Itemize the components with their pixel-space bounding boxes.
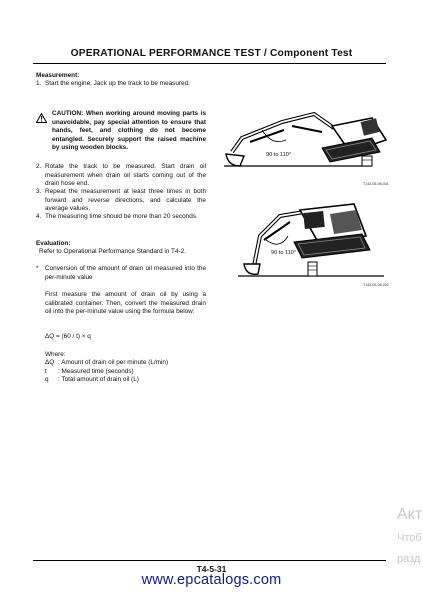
angle-label: 90 to 110° bbox=[271, 250, 297, 256]
formula: ΔQ = (60 / t) × q bbox=[45, 333, 91, 340]
step-1 bbox=[36, 80, 206, 98]
step-2-number: 2. bbox=[36, 163, 42, 170]
angle-label: 90 to 110° bbox=[266, 152, 292, 158]
def-symbol: q bbox=[45, 376, 49, 383]
evaluation-heading: Evaluation: bbox=[36, 240, 71, 247]
def-row bbox=[45, 376, 210, 385]
def-text: : Amount of drain oil per minute (L/min) bbox=[58, 359, 169, 366]
figure-2 bbox=[234, 200, 394, 282]
step-4-text: The measuring time should be more than 20 seconds. bbox=[45, 213, 198, 220]
def-symbol: ΔQ bbox=[45, 359, 55, 366]
excavator-illustration-2 bbox=[234, 200, 394, 282]
def-text: : Measured time (seconds) bbox=[58, 368, 134, 375]
step-3-text: Repeat the measurement at least three times in both forward and reverse directions, and calculate the average values. bbox=[45, 188, 206, 213]
overlay-line-3: разд bbox=[397, 553, 421, 565]
where-label: Where: bbox=[45, 351, 66, 358]
measurement-heading: Measurement: bbox=[36, 72, 80, 79]
page-number: T4-5-31 bbox=[196, 564, 227, 574]
overlay-line-1: Акт bbox=[397, 506, 423, 523]
header-divider bbox=[33, 63, 386, 64]
watermark-link[interactable]: www.epcatalogs.com bbox=[141, 572, 282, 588]
step-4-number: 4. bbox=[36, 213, 42, 220]
step-2-text: Rotate the track to be measured. Start drain oil measurement when drain oil starts coming out of the drain hose end. bbox=[45, 163, 206, 188]
step-4 bbox=[36, 213, 206, 231]
conversion-paragraph: First measure the amount of drain oil by using a calibrated container. Then, convert the measured drain oil into the per-minute value using the formula below: bbox=[45, 291, 206, 316]
def-row bbox=[45, 359, 210, 368]
step-2 bbox=[36, 163, 206, 189]
caution-text: CAUTION: When working around moving parts is unavoidable, pay special attention to ensure that hands, feet, and clothing do not become entangled. Securely support the raised machine by using wooden blocks. bbox=[52, 110, 206, 152]
step-3-number: 3. bbox=[36, 188, 42, 195]
note-text: Conversion of the amount of drain oil measured into the per-minute value bbox=[45, 265, 206, 281]
excavator-illustration-1 bbox=[222, 100, 390, 182]
figure-2-code: T142-05-06-002 bbox=[363, 283, 389, 287]
note-asterisk: * bbox=[36, 265, 39, 272]
def-symbol: t bbox=[45, 368, 47, 375]
step-3 bbox=[36, 188, 206, 214]
warning-icon bbox=[36, 110, 47, 120]
step-1-text: Start the engine. Jack up the track to be measured. bbox=[45, 80, 190, 87]
conversion-note bbox=[36, 265, 206, 283]
evaluation-text: Refer to Operational Performance Standard in T4-2. bbox=[39, 248, 186, 255]
figure-1 bbox=[222, 100, 390, 182]
step-1-number: 1. bbox=[36, 80, 42, 87]
overlay-line-2: Чтоб bbox=[397, 532, 422, 544]
page-title: OPERATIONAL PERFORMANCE TEST / Component Test bbox=[70, 48, 353, 59]
def-text: : Total amount of drain oil (L) bbox=[58, 376, 139, 383]
footer-divider bbox=[33, 560, 386, 561]
figure-1-code: T142-05-06-001 bbox=[363, 182, 389, 186]
